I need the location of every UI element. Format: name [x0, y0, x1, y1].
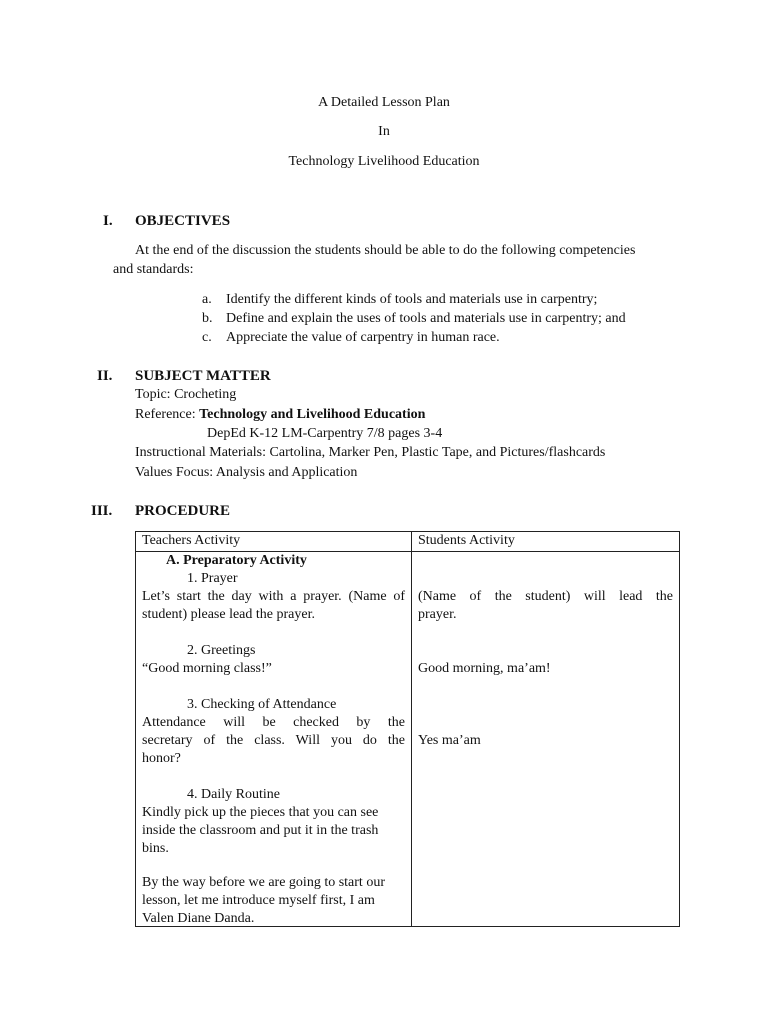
subject-matter-numeral: II.	[97, 368, 113, 384]
intro-line-2: lesson, let me introduce myself first, I am	[142, 893, 375, 908]
values-line: Values Focus: Analysis and Application	[135, 465, 358, 480]
teacher-column-header: Teachers Activity	[136, 532, 412, 552]
title-line-1: A Detailed Lesson Plan	[318, 95, 450, 110]
greetings-student-line-1: Good morning, ma’am!	[418, 661, 551, 676]
title-line-2: In	[378, 124, 390, 139]
attendance-student-line-1: Yes ma’am	[418, 733, 481, 748]
title-line-3: Technology Livelihood Education	[288, 154, 480, 169]
objective-item-b: Define and explain the uses of tools and materials use in carpentry; and	[226, 311, 626, 326]
step-prayer-label: 1. Prayer	[187, 571, 238, 586]
intro-line-3: Valen Diane Danda.	[142, 911, 255, 926]
objectives-intro-line-1: At the end of the discussion the students should be able to do the following competencies	[135, 243, 636, 258]
reference-line	[135, 406, 425, 424]
prayer-student-line-2: prayer.	[418, 607, 457, 622]
reference-title: Technology and Livelihood Education	[199, 407, 426, 422]
materials-line: Instructional Materials: Cartolina, Marker Pen, Plastic Tape, and Pictures/flashcards	[135, 445, 606, 460]
prayer-teacher-line-1: Let’s start the day with a prayer. (Name of	[142, 589, 405, 604]
reference-label: Reference:	[135, 407, 200, 422]
subject-matter-heading: SUBJECT MATTER	[135, 368, 271, 384]
objectives-intro-line-2: and standards:	[113, 262, 194, 277]
student-column-header: Students Activity	[412, 532, 680, 552]
prayer-student-line-1: (Name of the student) will lead the	[418, 589, 673, 604]
table-row	[136, 552, 680, 927]
routine-teacher-line-3: bins.	[142, 841, 169, 856]
objectives-heading: OBJECTIVES	[135, 213, 231, 229]
attendance-teacher-line-3: honor?	[142, 751, 181, 766]
procedure-heading: PROCEDURE	[135, 503, 231, 519]
topic-line: Topic: Crocheting	[135, 387, 237, 402]
step-routine-label: 4. Daily Routine	[187, 787, 280, 802]
routine-teacher-line-2: inside the classroom and put it in the trash	[142, 823, 379, 838]
section-a-heading: A. Preparatory Activity	[166, 553, 307, 568]
teacher-activity-cell	[136, 552, 412, 927]
student-activity-cell	[412, 552, 680, 927]
intro-line-1: By the way before we are going to start our	[142, 875, 385, 890]
step-greetings-label: 2. Greetings	[187, 643, 256, 658]
attendance-teacher-line-2: secretary of the class. Will you do the	[142, 733, 405, 748]
objective-marker-b: b.	[202, 311, 213, 326]
greetings-teacher-line-1: “Good morning class!”	[142, 661, 272, 676]
objective-marker-c: c.	[202, 330, 212, 345]
objective-marker-a: a.	[202, 292, 212, 307]
table-header-row	[136, 532, 680, 552]
procedure-table	[135, 531, 680, 927]
attendance-teacher-line-1: Attendance will be checked by the	[142, 715, 405, 730]
objective-item-c: Appreciate the value of carpentry in human race.	[226, 330, 500, 345]
procedure-numeral: III.	[91, 503, 113, 519]
routine-teacher-line-1: Kindly pick up the pieces that you can see	[142, 805, 379, 820]
reference-detail: DepEd K-12 LM-Carpentry 7/8 pages 3-4	[207, 426, 443, 441]
objectives-numeral: I.	[103, 213, 113, 229]
prayer-teacher-line-2: student) please lead the prayer.	[142, 607, 315, 622]
objective-item-a: Identify the different kinds of tools and materials use in carpentry;	[226, 292, 598, 307]
step-attendance-label: 3. Checking of Attendance	[187, 697, 337, 712]
